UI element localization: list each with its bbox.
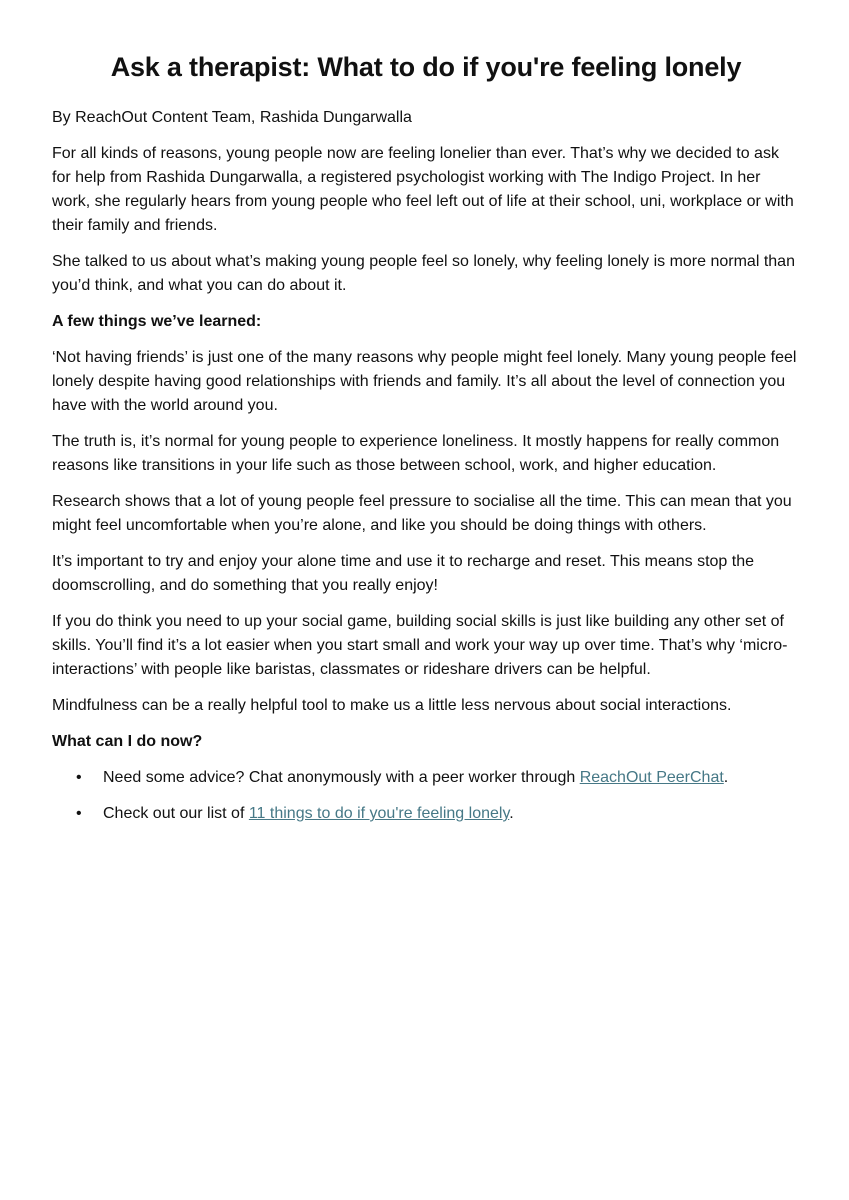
bullet-icon: •	[76, 769, 82, 786]
list-item-punctuation: .	[509, 805, 514, 822]
list-item-text: Check out our list of	[103, 805, 249, 822]
list-item	[52, 766, 800, 790]
learned-paragraph: It’s important to try and enjoy your alone time and use it to recharge and reset. This means stop the doomscrolling, and do something that you really enjoy!	[52, 553, 755, 594]
peerchat-link[interactable]: ReachOut PeerChat	[579, 769, 724, 786]
byline: By ReachOut Content Team, Rashida Dungarwalla	[52, 109, 412, 126]
list-item-text: Need some advice? Chat anonymously with a peer worker through	[103, 769, 580, 786]
learned-paragraph: Mindfulness can be a really helpful tool to make us a little less nervous about social interactions.	[52, 697, 732, 714]
learned-paragraph: Research shows that a lot of young people feel pressure to socialise all the time. This can mean that you might feel uncomfortable when you’re alone, and like you should be doing things with others.	[52, 493, 792, 534]
learned-paragraph: If you do think you need to up your social game, building social skills is just like building any other set of skills. You’ll find it’s a lot easier when you start small and work your way up over time. That’s why ‘micro-interactions’ with people like baristas, classmates or rideshare drivers can be helpful.	[52, 613, 788, 678]
bullet-icon: •	[76, 805, 82, 822]
learned-paragraph: The truth is, it’s normal for young people to experience loneliness. It mostly happens for really common reasons like transitions in your life such as those between school, work, and higher education.	[52, 433, 780, 474]
document-page	[52, 48, 800, 838]
actions-heading: What can I do now?	[52, 733, 203, 750]
actions-list	[52, 766, 800, 826]
list-item-punctuation: .	[723, 769, 729, 786]
lonely-tips-link[interactable]: 11 things to do if you're feeling lonely	[248, 805, 510, 822]
intro-paragraph: For all kinds of reasons, young people now are feeling lonelier than ever. That’s why we decided to ask for help from Rashida Dungarwalla, a registered psychologist working with The Indigo Project. In her work, she regularly hears from young people who feel left out of life at their school, uni, workplace or with their family and friends.	[52, 145, 794, 234]
list-item	[52, 802, 800, 826]
page-title: Ask a therapist: What to do if you're feeling lonely	[110, 52, 742, 82]
learned-paragraph: ‘Not having friends’ is just one of the many reasons why people might feel lonely. Many young people feel lonely despite having good relationships with friends and family. It’s all about the level of connection you have with the world around you.	[52, 349, 797, 414]
intro-paragraph: She talked to us about what’s making young people feel so lonely, why feeling lonely is more normal than you’d think, and what you can do about it.	[52, 253, 795, 294]
learned-heading: A few things we’ve learned:	[52, 313, 262, 330]
